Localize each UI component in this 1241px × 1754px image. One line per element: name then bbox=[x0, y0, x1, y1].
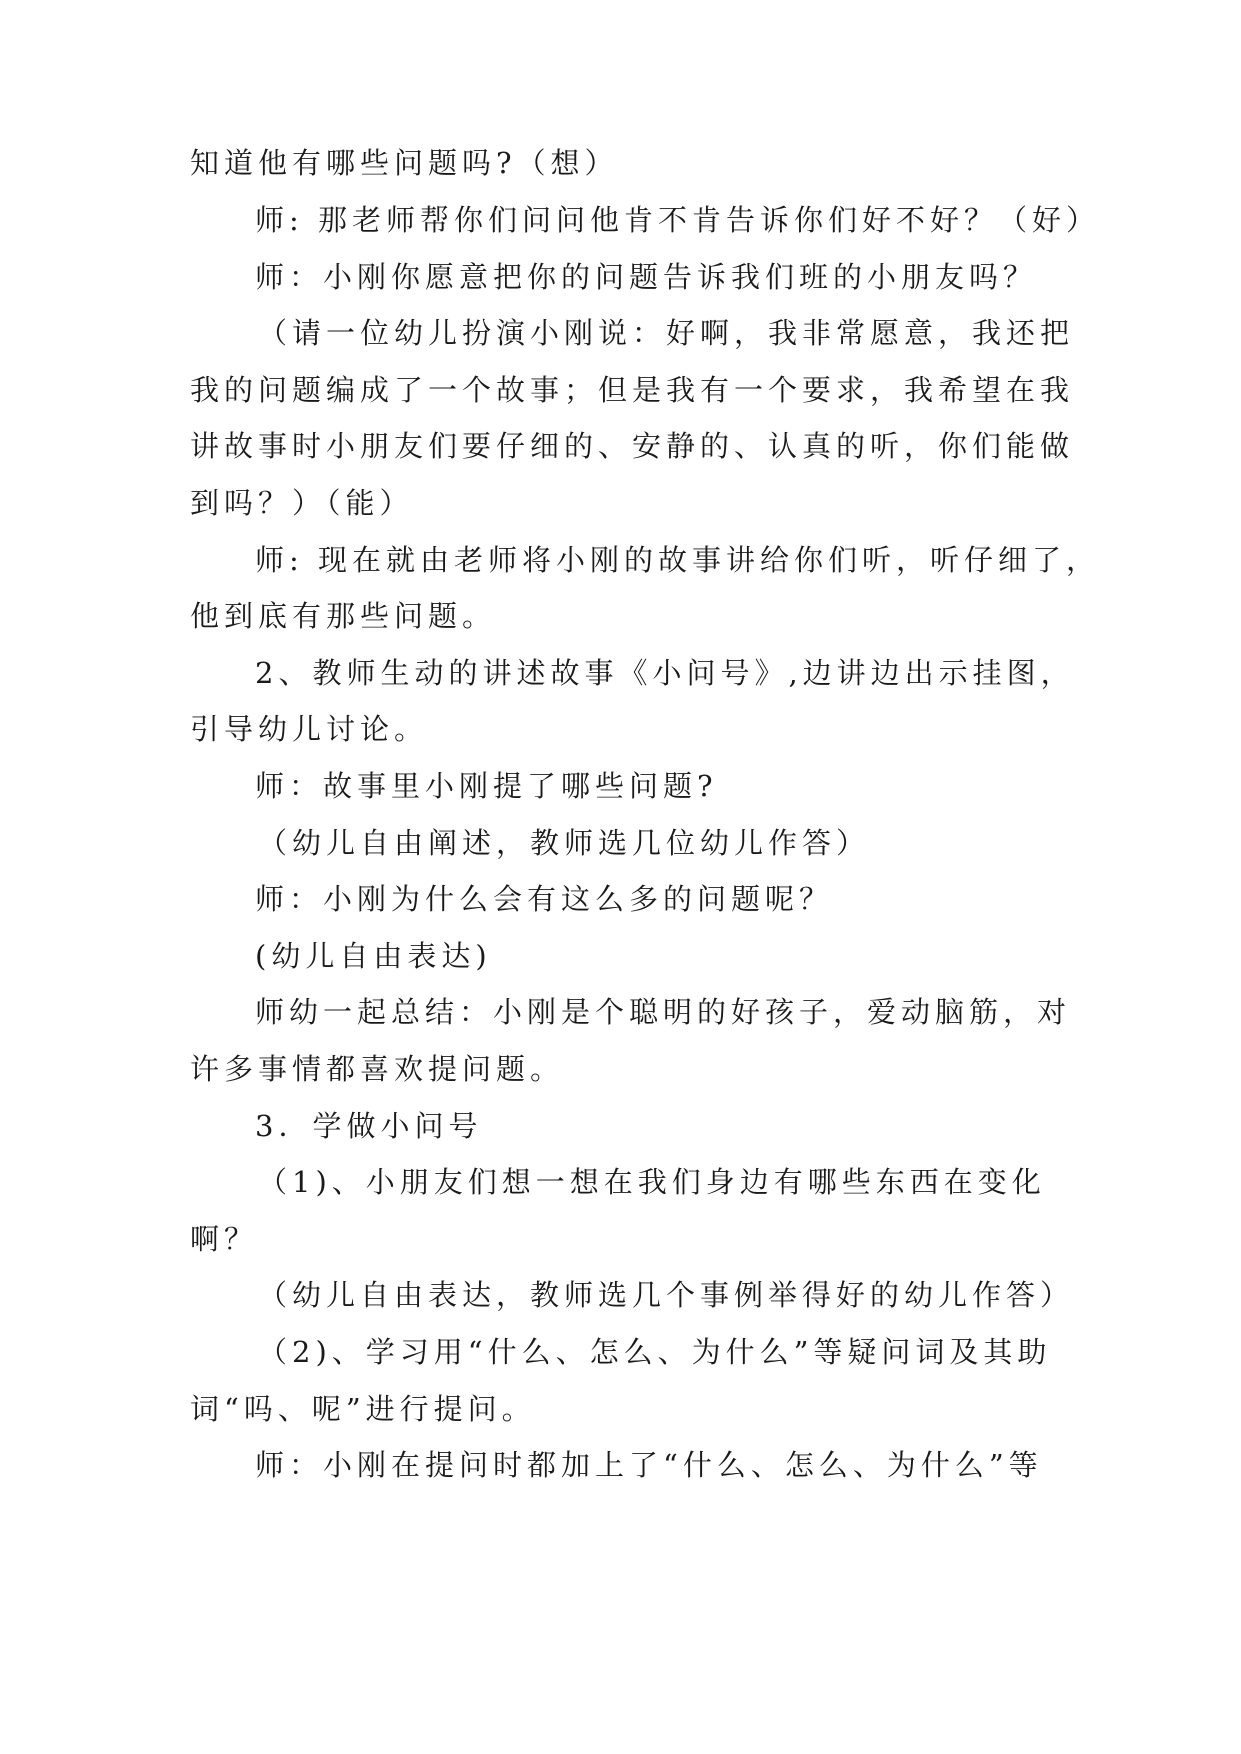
text-line: 3．学做小问号 bbox=[255, 1109, 483, 1143]
text-line: 师幼一起总结：小刚是个聪明的好孩子，爱动脑筋，对 bbox=[255, 995, 1072, 1029]
text-line: 知道他有哪些问题吗?（想） bbox=[190, 146, 619, 180]
text-line: 师：小刚你愿意把你的问题告诉我们班的小朋友吗？ bbox=[255, 260, 1038, 294]
text-line: (幼儿自由表达) bbox=[255, 939, 492, 973]
text-line: 许多事情都喜欢提问题。 bbox=[190, 1052, 565, 1086]
text-line: 他到底有那些问题。 bbox=[190, 599, 497, 633]
text-line: 到吗？）（能） bbox=[190, 486, 414, 520]
text-line: 啊？ bbox=[190, 1222, 259, 1256]
text-line: 引导幼儿讨论。 bbox=[190, 712, 429, 746]
text-line: （幼儿自由阐述，教师选几位幼儿作答） bbox=[258, 826, 871, 860]
text-line: 师: 那老师帮你们问问他肯不肯告诉你们好不好？（好） bbox=[255, 203, 1100, 237]
text-line: 师：小刚在提问时都加上了“什么、怎么、为什么”等 bbox=[255, 1448, 1043, 1482]
text-line: （2)、学习用“什么、怎么、为什么”等疑问词及其助 bbox=[258, 1335, 1052, 1369]
text-line: 2、教师生动的讲述故事《小问号》,边讲边出示挂图， bbox=[255, 656, 1075, 690]
text-line: （1)、小朋友们想一想在我们身边有哪些东西在变化 bbox=[258, 1165, 1046, 1199]
text-line: （幼儿自由表达，教师选几个事例举得好的幼儿作答） bbox=[258, 1278, 1075, 1312]
text-line: 师: 现在就由老师将小刚的故事讲给你们听，听仔细了， bbox=[255, 543, 1100, 577]
text-line: 词“吗、呢”进行提问。 bbox=[190, 1392, 536, 1426]
text-line: 师：小刚为什么会有这么多的问题呢？ bbox=[255, 882, 834, 916]
text-line: （请一位幼儿扮演小刚说：好啊，我非常愿意，我还把 bbox=[258, 316, 1075, 350]
text-line: 讲故事时小朋友们要仔细的、安静的、认真的听，你们能做 bbox=[190, 429, 1075, 463]
text-line: 我的问题编成了一个故事；但是我有一个要求，我希望在我 bbox=[190, 373, 1075, 407]
text-line: 师：故事里小刚提了哪些问题? bbox=[255, 769, 718, 803]
